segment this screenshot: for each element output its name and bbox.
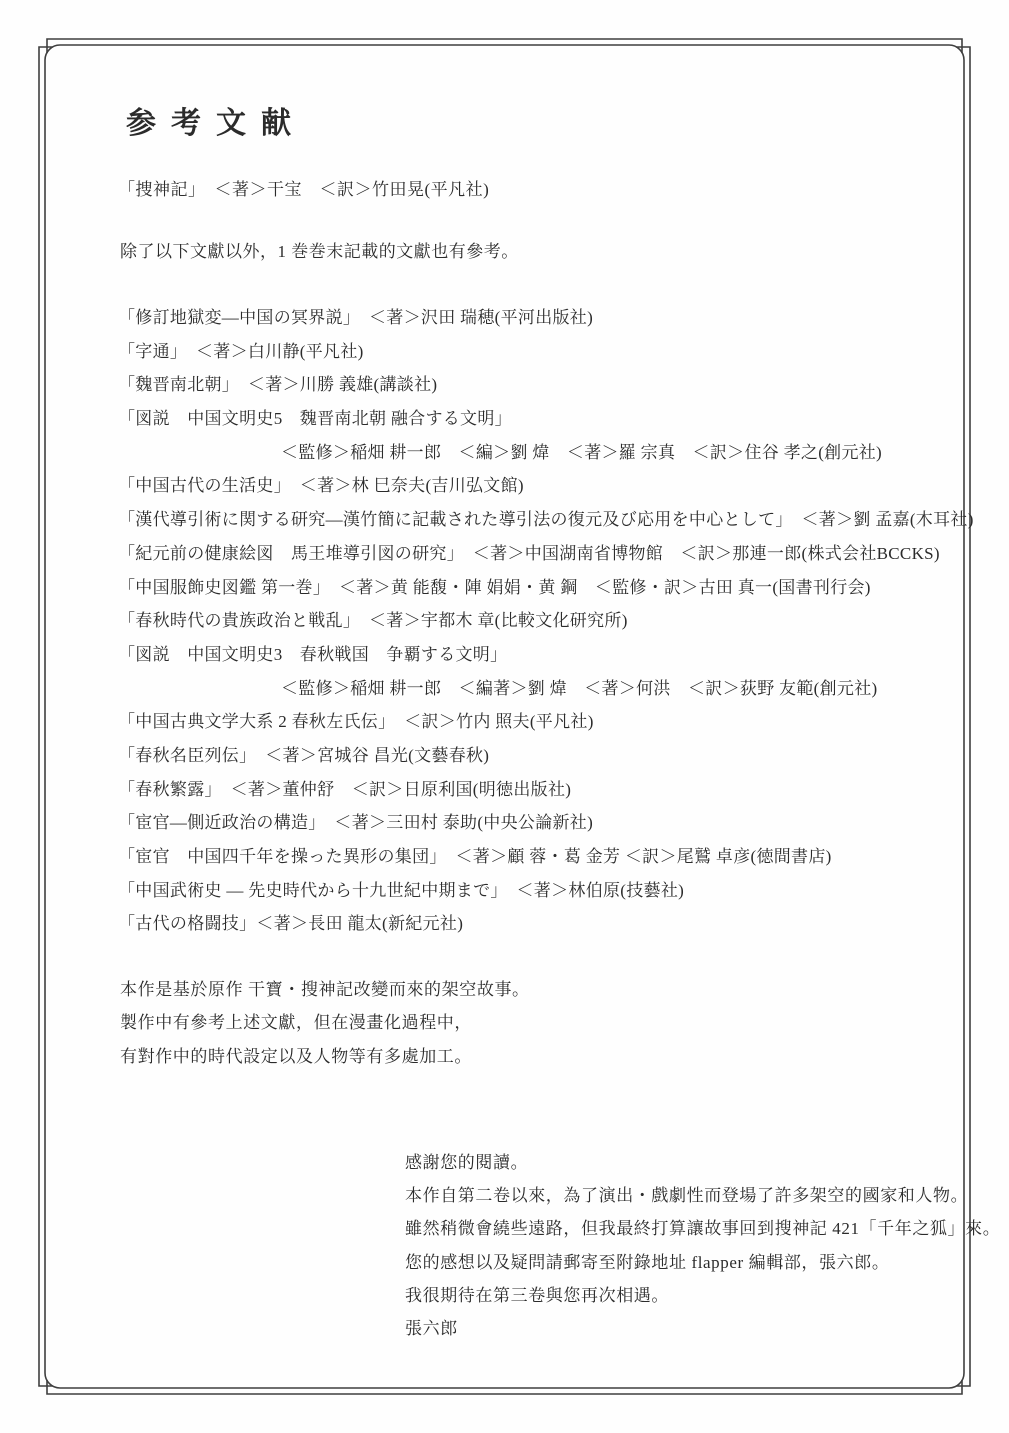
closing-message bbox=[405, 1146, 1000, 1345]
reference-item: 「字通」 ＜著＞白川静(平凡社) bbox=[118, 341, 364, 361]
frame-outer-top bbox=[47, 39, 962, 53]
afterword-line: 製作中有參考上述文獻，但在漫畫化過程中， bbox=[120, 1013, 472, 1033]
frame-outer-bottom bbox=[47, 1380, 962, 1394]
closing-line: 我很期待在第三卷與您再次相遇。 bbox=[405, 1285, 669, 1305]
closing-line: 張六郎 bbox=[405, 1318, 458, 1338]
frame-outer-left bbox=[39, 47, 53, 1386]
closing-line: 感謝您的閱讀。 bbox=[405, 1153, 529, 1172]
reference-item: 「宦官―側近政治の構造」 ＜著＞三田村 泰助(中央公論新社) bbox=[118, 813, 594, 833]
reference-item: 「中国武術史 ― 先史時代から十九世紀中期まで」 ＜著＞林伯原(技藝社) bbox=[118, 880, 685, 900]
page-title: 参考文献 bbox=[126, 107, 306, 140]
reference-item: 「漢代導引術に関する研究―漢竹簡に記載された導引法の復元及び応用を中心として」 ＜著＞劉 孟嘉(木耳社) bbox=[118, 510, 974, 530]
closing-line: 本作自第二卷以來，為了演出・戲劇性而登場了許多架空的國家和人物。 bbox=[405, 1186, 969, 1206]
references-list bbox=[118, 301, 974, 941]
reference-item: 「宦官 中国四千年を操った異形の集団」 ＜著＞顧 蓉・葛 金芳 ＜訳＞尾鷲 卓彦(徳間書店) bbox=[118, 847, 832, 866]
reference-item: 「春秋時代の貴族政治と戦乱」 ＜著＞宇都木 章(比較文化研究所) bbox=[118, 611, 628, 631]
afterword-paragraph bbox=[120, 973, 530, 1073]
reference-item: 「中国古代の生活史」 ＜著＞林 巳奈夫(吉川弘文館) bbox=[118, 476, 524, 496]
reference-item: ＜監修＞稲畑 耕一郎 ＜編＞劉 煒 ＜著＞羅 宗真 ＜訳＞住谷 孝之(創元社) bbox=[281, 442, 883, 462]
reference-item: 「春秋繁露」 ＜著＞董仲舒 ＜訳＞日原利国(明徳出版社) bbox=[118, 779, 572, 799]
reference-item: 「図説 中国文明史3 春秋戦国 争覇する文明」 bbox=[118, 644, 508, 664]
note-line: 除了以下文獻以外，1 巻巻末記載的文獻也有參考。 bbox=[120, 242, 519, 261]
reference-item: 「中国古典文学大系 2 春秋左氏伝」 ＜訳＞竹内 照夫(平凡社) bbox=[118, 712, 594, 732]
afterword-line: 有對作中的時代設定以及人物等有多處加工。 bbox=[120, 1046, 472, 1066]
reference-item: 「図説 中国文明史5 魏晋南北朝 融合する文明」 bbox=[118, 409, 512, 429]
reference-item: 「修訂地獄変―中国の冥界説」 ＜著＞沢田 瑞穂(平河出版社) bbox=[118, 308, 594, 327]
closing-line: 雖然稍微會繞些遠路，但我最終打算讓故事回到搜神記 421「千年之狐」來。 bbox=[405, 1219, 1001, 1239]
reference-item: 「紀元前の健康絵図 馬王堆導引図の研究」 ＜著＞中国湖南省博物館 ＜訳＞那連一郎(株式会社BCCKS) bbox=[118, 543, 940, 563]
reference-item: 「古代の格闘技」＜著＞長田 龍太(新紀元社) bbox=[118, 914, 464, 934]
reference-item: 「春秋名臣列伝」 ＜著＞宮城谷 昌光(文藝春秋) bbox=[118, 745, 490, 765]
closing-line: 您的感想以及疑問請郵寄至附錄地址 flapper 編輯部，張六郎。 bbox=[405, 1252, 890, 1272]
reference-item: ＜監修＞稲畑 耕一郎 ＜編著＞劉 煒 ＜著＞何洪 ＜訳＞荻野 友範(創元社) bbox=[281, 678, 878, 698]
afterword-line: 本作是基於原作 干寶・搜神記改變而來的架空故事。 bbox=[120, 980, 530, 999]
reference-item: 「中国服飾史図鑑 第一巻」 ＜著＞黄 能馥・陣 娟娟・黄 鋼 ＜監修・訳＞古田 真一(国書刊行会) bbox=[118, 577, 871, 597]
primary-reference-line: 「捜神記」 ＜著＞干宝 ＜訳＞竹田晃(平凡社) bbox=[118, 180, 490, 199]
reference-item: 「魏晋南北朝」 ＜著＞川勝 義雄(講談社) bbox=[118, 375, 438, 395]
